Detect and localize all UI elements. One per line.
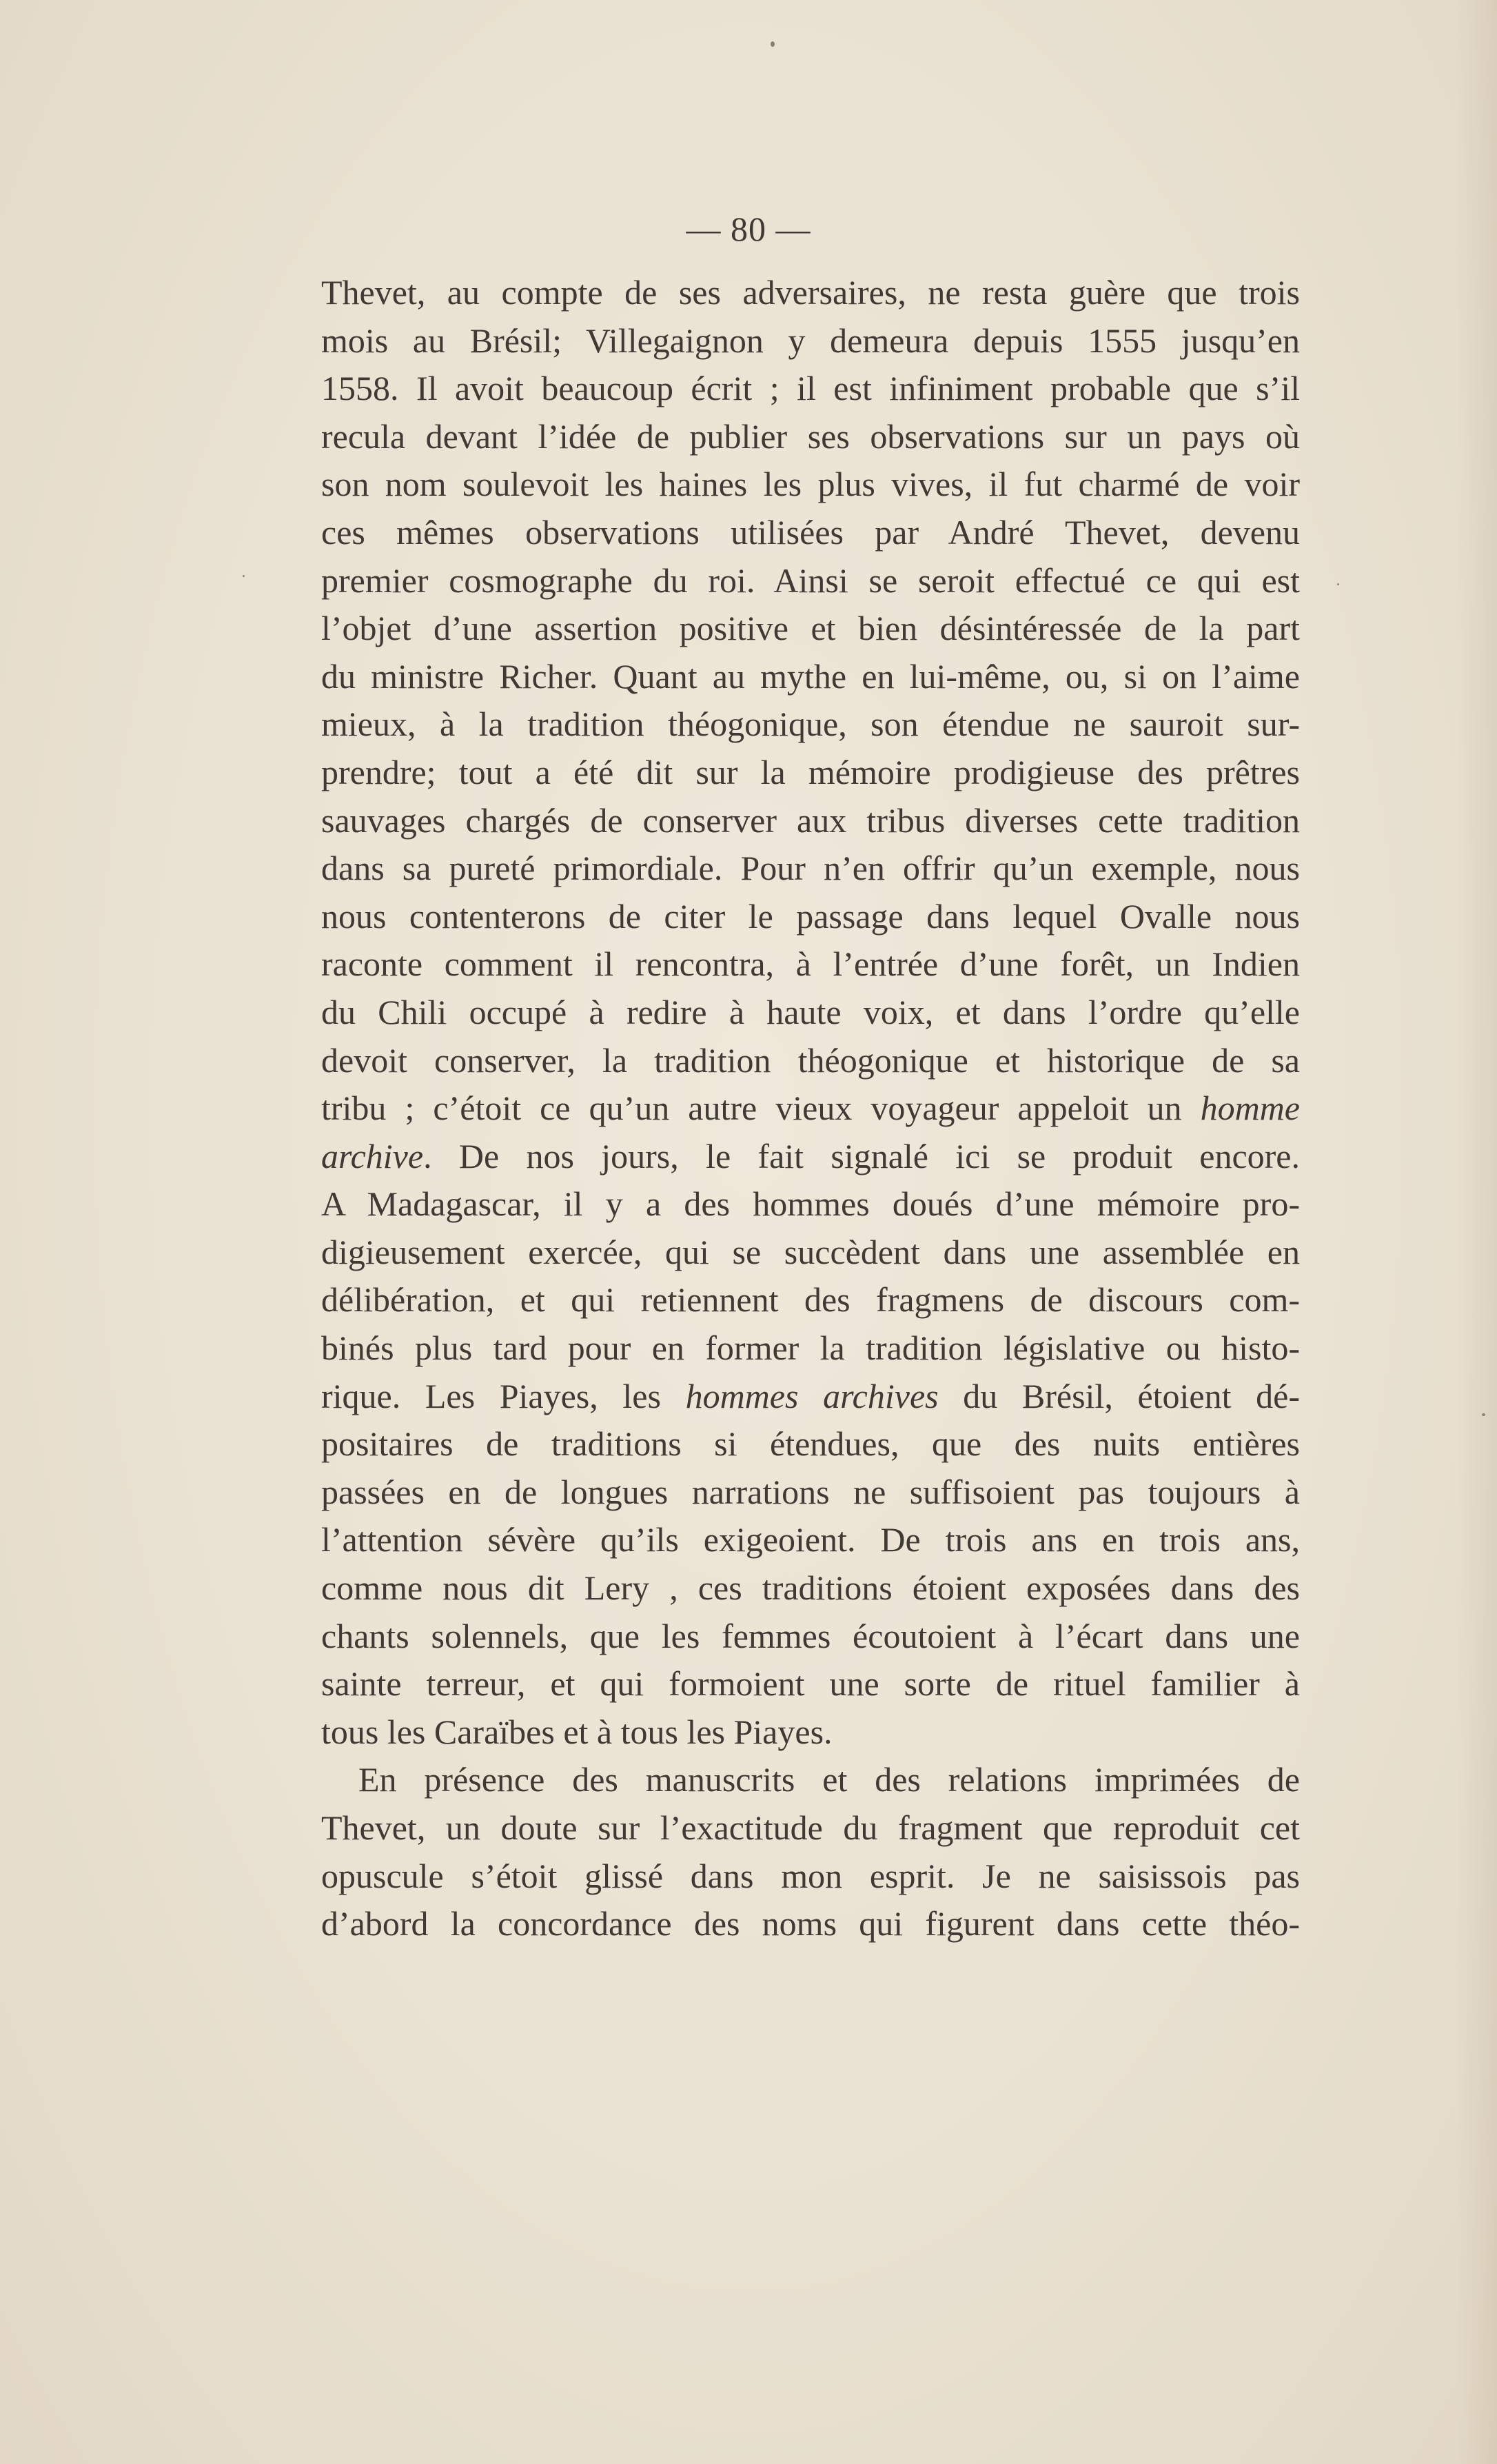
text-line: opuscule s’étoit glissé dans mon esprit. Je ne saisissois pas	[321, 1856, 1300, 1895]
text-line: digieusement exercée, qui se succèdent dans une assemblée en	[321, 1232, 1300, 1271]
text-line: Thevet, au compte de ses adversaires, ne resta guère que trois	[321, 273, 1300, 312]
text-line	[321, 1084, 1300, 1133]
paper-speck	[243, 575, 245, 577]
text-segment: rique. Les Piayes, les	[321, 1376, 686, 1415]
text-line: nous contenterons de citer le passage dans lequel Ovalle nous	[321, 896, 1300, 936]
text-line: prendre; tout a été dit sur la mémoire prodigieuse des prêtres	[321, 752, 1300, 791]
text-line: raconte comment il rencontra, à l’entrée d’une forêt, un Indien	[321, 945, 1300, 984]
text-line: comme nous dit Lery , ces traditions étoient exposées dans des	[321, 1568, 1300, 1608]
text-line: passées en de longues narrations ne suffisoient pas toujours à	[321, 1472, 1300, 1511]
text-line: 1558. Il avoit beaucoup écrit ; il est infiniment probable que s’il	[321, 369, 1300, 408]
text-segment: du Brésil, étoient dé-	[938, 1376, 1300, 1415]
text-line	[321, 1133, 1300, 1181]
text-line: sainte terreur, et qui formoient une sorte de rituel familier à	[321, 1664, 1300, 1704]
italic-term: homme	[1200, 1089, 1300, 1128]
page-number: — 80 —	[686, 210, 811, 248]
text-line: dans sa pureté primordiale. Pour n’en offrir qu’un exemple, nous	[321, 849, 1300, 888]
text-segment: . De nos jours, le fait signalé ici se produit encore.	[423, 1136, 1300, 1175]
text-line: l’objet d’une assertion positive et bien désintéressée de la part	[321, 609, 1300, 648]
body-text	[321, 269, 1300, 1948]
text-line: En présence des manuscrits et des relations imprimées de	[358, 1760, 1300, 1799]
text-line: binés plus tard pour en former la tradition législative ou histo-	[321, 1329, 1300, 1368]
text-line: l’attention sévère qu’ils exigeoient. De trois ans en trois ans,	[321, 1520, 1300, 1559]
text-line: chants solennels, que les femmes écoutoient à l’écart dans une	[321, 1616, 1300, 1655]
page-edge-shadow	[1456, 0, 1497, 2464]
paper-speck	[771, 41, 775, 47]
italic-term: hommes archives	[685, 1376, 939, 1415]
paper-speck	[1482, 1413, 1485, 1416]
text-line	[321, 1373, 1300, 1421]
text-line: mois au Brésil; Villegaignon y demeura depuis 1555 jusqu’en	[321, 321, 1300, 360]
text-line: mieux, à la tradition théogonique, son étendue ne sauroit sur-	[321, 705, 1300, 744]
text-line: d’abord la concordance des noms qui figurent dans cette théo-	[321, 1904, 1300, 1943]
text-line: son nom soulevoit les haines les plus vives, il fut charmé de voir	[321, 465, 1300, 504]
text-line: devoit conserver, la tradition théogonique et historique de sa	[321, 1040, 1300, 1080]
text-line: délibération, et qui retiennent des fragmens de discours com-	[321, 1280, 1300, 1320]
text-line: Thevet, un doute sur l’exactitude du fragment que reproduit cet	[321, 1808, 1300, 1847]
text-line: du Chili occupé à redire à haute voix, et dans l’ordre qu’elle	[321, 992, 1300, 1031]
text-line: premier cosmographe du roi. Ainsi se seroit effectué ce qui est	[321, 561, 1300, 600]
text-segment: tribu ; c’étoit ce qu’un autre vieux voyageur appeloit un	[321, 1089, 1201, 1128]
italic-term: archive	[321, 1136, 424, 1175]
text-line: sauvages chargés de conserver aux tribus diverses cette tradition	[321, 800, 1300, 840]
paper-speck	[1337, 583, 1339, 585]
text-line: recula devant l’idée de publier ses observations sur un pays où	[321, 416, 1300, 456]
text-line: du ministre Richer. Quant au mythe en lui-même, ou, si on l’aime	[321, 656, 1300, 696]
text-line: positaires de traditions si étendues, que des nuits entières	[321, 1424, 1300, 1464]
text-line: A Madagascar, il y a des hommes doués d’une mémoire pro-	[321, 1184, 1300, 1224]
text-line: tous les Caraïbes et à tous les Piayes.	[321, 1712, 833, 1751]
text-line: ces mêmes observations utilisées par André Thevet, devenu	[321, 512, 1300, 552]
